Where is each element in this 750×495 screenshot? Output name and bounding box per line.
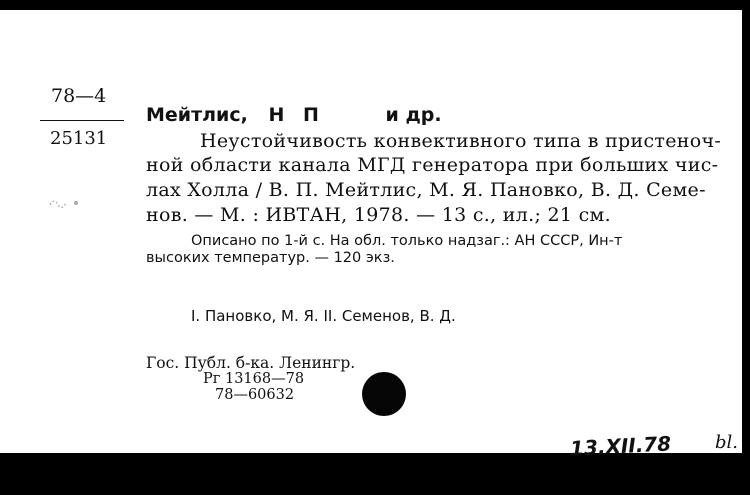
tracings: I. Пановко, М. Я. II. Семенов, В. Д. bbox=[191, 307, 456, 325]
heading-author bbox=[146, 106, 442, 125]
handwritten-date: 13.XII.78 bbox=[569, 431, 672, 461]
heading-et-al: и др. bbox=[385, 104, 442, 126]
description-line: нов. — М. : ИВТАН, 1978. — 13 с., ил.; 21 см. bbox=[146, 204, 611, 226]
handwritten-initials: bl. bbox=[715, 432, 739, 453]
call-number: 78—4 bbox=[51, 85, 107, 107]
library-line: 78—60632 bbox=[215, 387, 295, 403]
heading-initial-2: П bbox=[302, 104, 319, 126]
faint-stamp-mark bbox=[46, 193, 86, 211]
library-line: Рг 13168—78 bbox=[203, 371, 305, 387]
library-line: Гос. Публ. б-ка. Ленингр. bbox=[146, 354, 356, 372]
accession-number: 25131 bbox=[50, 128, 108, 149]
ink-blot bbox=[362, 372, 406, 416]
call-number-rule bbox=[40, 120, 124, 121]
note-line: Описано по 1-й с. На обл. только надзаг.: АН СССР, Ин-т bbox=[191, 233, 623, 249]
description-line: лах Холла / В. П. Мейтлис, М. Я. Пановко, В. Д. Семе- bbox=[146, 179, 706, 201]
description-line: ной области канала МГД генератора при больших чис- bbox=[146, 154, 719, 176]
heading-surname: Мейтлис, bbox=[146, 104, 248, 126]
note-line: высоких температур. — 120 экз. bbox=[146, 250, 395, 266]
description-line: Неустойчивость конвективного типа в пристеноч- bbox=[200, 130, 722, 152]
heading-initial-1: Н bbox=[268, 104, 285, 126]
catalog-card bbox=[0, 10, 742, 461]
